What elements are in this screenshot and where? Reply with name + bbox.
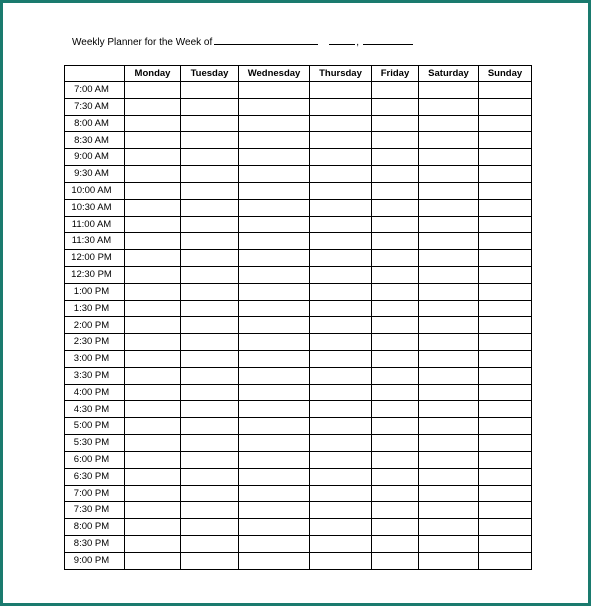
planner-cell-sunday[interactable]	[479, 233, 532, 250]
planner-cell-wednesday[interactable]	[239, 115, 310, 132]
planner-cell-wednesday[interactable]	[239, 266, 310, 283]
planner-cell-friday[interactable]	[372, 82, 419, 99]
time-slot-row	[65, 98, 532, 115]
planner-cell-wednesday[interactable]	[239, 98, 310, 115]
time-slot-row	[65, 132, 532, 149]
time-label: 10:30 AM	[65, 199, 125, 216]
planner-cell-tuesday[interactable]	[181, 451, 239, 468]
planner-cell-sunday[interactable]	[479, 418, 532, 435]
planner-cell-thursday[interactable]	[310, 182, 372, 199]
planner-cell-tuesday[interactable]	[181, 166, 239, 183]
planner-cell-thursday[interactable]	[310, 468, 372, 485]
planner-cell-saturday[interactable]	[419, 435, 479, 452]
time-slot-row	[65, 317, 532, 334]
time-label: 10:00 AM	[65, 182, 125, 199]
planner-title	[72, 34, 413, 48]
planner-cell-monday[interactable]	[125, 300, 181, 317]
planner-cell-sunday[interactable]	[479, 115, 532, 132]
time-slot-row	[65, 115, 532, 132]
planner-cell-monday[interactable]	[125, 266, 181, 283]
time-label: 1:30 PM	[65, 300, 125, 317]
planner-cell-monday[interactable]	[125, 367, 181, 384]
day-header-row	[65, 66, 532, 82]
title-text: Weekly Planner for the Week of	[72, 37, 213, 48]
planner-cell-saturday[interactable]	[419, 418, 479, 435]
day-header-monday: Monday	[125, 66, 181, 82]
day-header-tuesday: Tuesday	[181, 66, 239, 82]
planner-cell-thursday[interactable]	[310, 435, 372, 452]
planner-cell-saturday[interactable]	[419, 300, 479, 317]
time-slot-row	[65, 166, 532, 183]
day-header-thursday: Thursday	[310, 66, 372, 82]
planner-cell-wednesday[interactable]	[239, 367, 310, 384]
time-slot-row	[65, 519, 532, 536]
planner-cell-sunday[interactable]	[479, 401, 532, 418]
planner-cell-thursday[interactable]	[310, 384, 372, 401]
planner-cell-tuesday[interactable]	[181, 300, 239, 317]
time-label: 9:00 AM	[65, 149, 125, 166]
planner-cell-friday[interactable]	[372, 451, 419, 468]
planner-cell-friday[interactable]	[372, 468, 419, 485]
planner-cell-wednesday[interactable]	[239, 250, 310, 267]
planner-cell-friday[interactable]	[372, 300, 419, 317]
planner-cell-thursday[interactable]	[310, 216, 372, 233]
time-slot-row	[65, 300, 532, 317]
planner-cell-monday[interactable]	[125, 199, 181, 216]
planner-cell-friday[interactable]	[372, 182, 419, 199]
year-blank[interactable]	[363, 34, 413, 45]
planner-cell-saturday[interactable]	[419, 182, 479, 199]
planner-cell-saturday[interactable]	[419, 519, 479, 536]
time-label: 12:30 PM	[65, 266, 125, 283]
planner-cell-friday[interactable]	[372, 132, 419, 149]
planner-cell-wednesday[interactable]	[239, 233, 310, 250]
planner-cell-friday[interactable]	[372, 98, 419, 115]
planner-cell-thursday[interactable]	[310, 233, 372, 250]
planner-cell-wednesday[interactable]	[239, 418, 310, 435]
time-slot-row	[65, 367, 532, 384]
planner-cell-saturday[interactable]	[419, 216, 479, 233]
planner-cell-tuesday[interactable]	[181, 384, 239, 401]
planner-cell-sunday[interactable]	[479, 182, 532, 199]
planner-cell-sunday[interactable]	[479, 468, 532, 485]
time-label: 7:00 PM	[65, 485, 125, 502]
planner-cell-saturday[interactable]	[419, 115, 479, 132]
planner-cell-saturday[interactable]	[419, 384, 479, 401]
planner-cell-wednesday[interactable]	[239, 535, 310, 552]
planner-cell-monday[interactable]	[125, 519, 181, 536]
planner-cell-monday[interactable]	[125, 132, 181, 149]
planner-cell-monday[interactable]	[125, 485, 181, 502]
planner-cell-tuesday[interactable]	[181, 468, 239, 485]
planner-cell-sunday[interactable]	[479, 166, 532, 183]
time-slot-row	[65, 451, 532, 468]
planner-cell-thursday[interactable]	[310, 317, 372, 334]
planner-cell-monday[interactable]	[125, 468, 181, 485]
planner-cell-thursday[interactable]	[310, 199, 372, 216]
planner-cell-wednesday[interactable]	[239, 334, 310, 351]
planner-cell-wednesday[interactable]	[239, 199, 310, 216]
planner-cell-monday[interactable]	[125, 166, 181, 183]
planner-cell-thursday[interactable]	[310, 552, 372, 569]
planner-cell-friday[interactable]	[372, 519, 419, 536]
time-label: 3:30 PM	[65, 367, 125, 384]
planner-cell-monday[interactable]	[125, 182, 181, 199]
planner-cell-sunday[interactable]	[479, 149, 532, 166]
planner-cell-wednesday[interactable]	[239, 166, 310, 183]
planner-cell-saturday[interactable]	[419, 535, 479, 552]
time-label: 4:30 PM	[65, 401, 125, 418]
time-label: 4:00 PM	[65, 384, 125, 401]
planner-cell-sunday[interactable]	[479, 485, 532, 502]
planner-cell-saturday[interactable]	[419, 98, 479, 115]
time-slot-row	[65, 266, 532, 283]
day-header-friday: Friday	[372, 66, 419, 82]
planner-cell-sunday[interactable]	[479, 300, 532, 317]
planner-cell-sunday[interactable]	[479, 367, 532, 384]
time-label: 6:00 PM	[65, 451, 125, 468]
planner-cell-monday[interactable]	[125, 502, 181, 519]
planner-cell-wednesday[interactable]	[239, 435, 310, 452]
planner-cell-friday[interactable]	[372, 266, 419, 283]
planner-cell-friday[interactable]	[372, 216, 419, 233]
planner-cell-saturday[interactable]	[419, 367, 479, 384]
planner-cell-sunday[interactable]	[479, 535, 532, 552]
time-label: 9:00 PM	[65, 552, 125, 569]
planner-cell-tuesday[interactable]	[181, 82, 239, 99]
planner-cell-friday[interactable]	[372, 351, 419, 368]
time-slot-row	[65, 149, 532, 166]
planner-cell-monday[interactable]	[125, 283, 181, 300]
planner-cell-sunday[interactable]	[479, 451, 532, 468]
planner-cell-thursday[interactable]	[310, 82, 372, 99]
planner-cell-tuesday[interactable]	[181, 199, 239, 216]
planner-cell-friday[interactable]	[372, 199, 419, 216]
time-slot-row	[65, 216, 532, 233]
time-label: 11:00 AM	[65, 216, 125, 233]
planner-cell-tuesday[interactable]	[181, 98, 239, 115]
planner-cell-thursday[interactable]	[310, 451, 372, 468]
time-label: 5:30 PM	[65, 435, 125, 452]
time-slot-row	[65, 401, 532, 418]
time-label: 7:00 AM	[65, 82, 125, 99]
planner-cell-friday[interactable]	[372, 367, 419, 384]
planner-cell-friday[interactable]	[372, 166, 419, 183]
planner-cell-thursday[interactable]	[310, 418, 372, 435]
planner-cell-friday[interactable]	[372, 418, 419, 435]
planner-cell-friday[interactable]	[372, 250, 419, 267]
day-header-saturday: Saturday	[419, 66, 479, 82]
month-day-blank[interactable]	[329, 34, 355, 45]
planner-cell-monday[interactable]	[125, 334, 181, 351]
planner-cell-tuesday[interactable]	[181, 519, 239, 536]
planner-cell-monday[interactable]	[125, 317, 181, 334]
weekly-planner-table	[64, 65, 532, 570]
planner-cell-friday[interactable]	[372, 485, 419, 502]
planner-cell-saturday[interactable]	[419, 334, 479, 351]
time-slot-row	[65, 199, 532, 216]
time-slot-row	[65, 435, 532, 452]
planner-cell-saturday[interactable]	[419, 199, 479, 216]
time-label: 2:30 PM	[65, 334, 125, 351]
time-label: 5:00 PM	[65, 418, 125, 435]
planner-cell-friday[interactable]	[372, 502, 419, 519]
planner-cell-saturday[interactable]	[419, 82, 479, 99]
planner-cell-tuesday[interactable]	[181, 367, 239, 384]
planner-cell-sunday[interactable]	[479, 502, 532, 519]
planner-cell-saturday[interactable]	[419, 451, 479, 468]
planner-cell-monday[interactable]	[125, 418, 181, 435]
planner-cell-friday[interactable]	[372, 115, 419, 132]
time-label: 12:00 PM	[65, 250, 125, 267]
planner-cell-wednesday[interactable]	[239, 485, 310, 502]
planner-cell-sunday[interactable]	[479, 132, 532, 149]
planner-cell-monday[interactable]	[125, 82, 181, 99]
planner-cell-monday[interactable]	[125, 351, 181, 368]
planner-cell-friday[interactable]	[372, 435, 419, 452]
time-slot-row	[65, 418, 532, 435]
time-label: 8:00 AM	[65, 115, 125, 132]
planner-cell-thursday[interactable]	[310, 334, 372, 351]
title-comma: ,	[356, 37, 360, 48]
planner-cell-wednesday[interactable]	[239, 502, 310, 519]
planner-cell-wednesday[interactable]	[239, 351, 310, 368]
planner-cell-wednesday[interactable]	[239, 384, 310, 401]
planner-cell-monday[interactable]	[125, 451, 181, 468]
planner-cell-sunday[interactable]	[479, 216, 532, 233]
planner-cell-monday[interactable]	[125, 216, 181, 233]
planner-cell-friday[interactable]	[372, 149, 419, 166]
time-slot-row	[65, 283, 532, 300]
time-slot-row	[65, 552, 532, 569]
planner-cell-wednesday[interactable]	[239, 82, 310, 99]
planner-cell-thursday[interactable]	[310, 351, 372, 368]
time-label: 3:00 PM	[65, 351, 125, 368]
planner-cell-sunday[interactable]	[479, 519, 532, 536]
planner-cell-wednesday[interactable]	[239, 300, 310, 317]
planner-cell-thursday[interactable]	[310, 115, 372, 132]
time-label: 2:00 PM	[65, 317, 125, 334]
time-slot-row	[65, 351, 532, 368]
planner-cell-tuesday[interactable]	[181, 502, 239, 519]
planner-cell-wednesday[interactable]	[239, 283, 310, 300]
planner-cell-thursday[interactable]	[310, 266, 372, 283]
planner-cell-monday[interactable]	[125, 401, 181, 418]
time-slot-row	[65, 485, 532, 502]
time-label: 7:30 AM	[65, 98, 125, 115]
planner-cell-tuesday[interactable]	[181, 283, 239, 300]
planner-cell-monday[interactable]	[125, 384, 181, 401]
time-label: 8:30 PM	[65, 535, 125, 552]
planner-cell-tuesday[interactable]	[181, 435, 239, 452]
time-slot-row	[65, 468, 532, 485]
planner-cell-tuesday[interactable]	[181, 216, 239, 233]
planner-cell-wednesday[interactable]	[239, 552, 310, 569]
planner-cell-monday[interactable]	[125, 535, 181, 552]
planner-cell-monday[interactable]	[125, 115, 181, 132]
planner-cell-sunday[interactable]	[479, 266, 532, 283]
planner-cell-sunday[interactable]	[479, 317, 532, 334]
planner-cell-saturday[interactable]	[419, 401, 479, 418]
planner-cell-sunday[interactable]	[479, 435, 532, 452]
time-label: 6:30 PM	[65, 468, 125, 485]
time-label: 1:00 PM	[65, 283, 125, 300]
planner-cell-tuesday[interactable]	[181, 485, 239, 502]
time-slot-row	[65, 82, 532, 99]
time-label: 11:30 AM	[65, 233, 125, 250]
planner-cell-friday[interactable]	[372, 401, 419, 418]
planner-cell-tuesday[interactable]	[181, 401, 239, 418]
planner-cell-saturday[interactable]	[419, 283, 479, 300]
planner-cell-wednesday[interactable]	[239, 216, 310, 233]
day-header-sunday: Sunday	[479, 66, 532, 82]
planner-cell-saturday[interactable]	[419, 485, 479, 502]
planner-cell-tuesday[interactable]	[181, 552, 239, 569]
planner-cell-sunday[interactable]	[479, 334, 532, 351]
time-slot-row	[65, 233, 532, 250]
planner-cell-monday[interactable]	[125, 552, 181, 569]
planner-cell-wednesday[interactable]	[239, 519, 310, 536]
time-slot-row	[65, 535, 532, 552]
time-slot-row	[65, 182, 532, 199]
planner-cell-thursday[interactable]	[310, 149, 372, 166]
planner-cell-thursday[interactable]	[310, 283, 372, 300]
planner-cell-thursday[interactable]	[310, 519, 372, 536]
planner-cell-saturday[interactable]	[419, 552, 479, 569]
planner-cell-wednesday[interactable]	[239, 182, 310, 199]
time-label: 8:30 AM	[65, 132, 125, 149]
corner-cell	[65, 66, 125, 82]
planner-cell-sunday[interactable]	[479, 283, 532, 300]
planner-cell-sunday[interactable]	[479, 351, 532, 368]
planner-cell-saturday[interactable]	[419, 250, 479, 267]
planner-cell-thursday[interactable]	[310, 166, 372, 183]
planner-cell-sunday[interactable]	[479, 250, 532, 267]
planner-cell-friday[interactable]	[372, 384, 419, 401]
planner-cell-tuesday[interactable]	[181, 233, 239, 250]
planner-cell-wednesday[interactable]	[239, 451, 310, 468]
planner-cell-thursday[interactable]	[310, 485, 372, 502]
planner-cell-tuesday[interactable]	[181, 334, 239, 351]
planner-cell-tuesday[interactable]	[181, 149, 239, 166]
planner-cell-saturday[interactable]	[419, 502, 479, 519]
planner-cell-monday[interactable]	[125, 98, 181, 115]
planner-cell-saturday[interactable]	[419, 132, 479, 149]
planner-cell-tuesday[interactable]	[181, 418, 239, 435]
planner-cell-monday[interactable]	[125, 435, 181, 452]
planner-cell-thursday[interactable]	[310, 535, 372, 552]
time-slot-row	[65, 384, 532, 401]
planner-cell-tuesday[interactable]	[181, 535, 239, 552]
time-slot-rows	[65, 82, 532, 570]
planner-cell-wednesday[interactable]	[239, 401, 310, 418]
planner-cell-wednesday[interactable]	[239, 132, 310, 149]
planner-cell-saturday[interactable]	[419, 166, 479, 183]
time-label: 8:00 PM	[65, 519, 125, 536]
planner-cell-tuesday[interactable]	[181, 250, 239, 267]
planner-cell-tuesday[interactable]	[181, 351, 239, 368]
planner-cell-saturday[interactable]	[419, 233, 479, 250]
day-header-wednesday: Wednesday	[239, 66, 310, 82]
planner-cell-sunday[interactable]	[479, 199, 532, 216]
planner-cell-thursday[interactable]	[310, 502, 372, 519]
planner-cell-thursday[interactable]	[310, 401, 372, 418]
planner-cell-thursday[interactable]	[310, 98, 372, 115]
time-slot-row	[65, 334, 532, 351]
planner-cell-thursday[interactable]	[310, 367, 372, 384]
planner-cell-wednesday[interactable]	[239, 149, 310, 166]
planner-cell-saturday[interactable]	[419, 468, 479, 485]
planner-cell-friday[interactable]	[372, 233, 419, 250]
planner-cell-tuesday[interactable]	[181, 266, 239, 283]
planner-cell-tuesday[interactable]	[181, 182, 239, 199]
time-slot-row	[65, 250, 532, 267]
time-slot-row	[65, 502, 532, 519]
planner-cell-sunday[interactable]	[479, 552, 532, 569]
planner-cell-tuesday[interactable]	[181, 115, 239, 132]
planner-cell-tuesday[interactable]	[181, 317, 239, 334]
planner-cell-thursday[interactable]	[310, 250, 372, 267]
planner-cell-saturday[interactable]	[419, 317, 479, 334]
planner-cell-monday[interactable]	[125, 149, 181, 166]
planner-cell-friday[interactable]	[372, 317, 419, 334]
planner-cell-wednesday[interactable]	[239, 317, 310, 334]
time-label: 9:30 AM	[65, 166, 125, 183]
week-date-blank[interactable]	[214, 34, 318, 45]
planner-cell-tuesday[interactable]	[181, 132, 239, 149]
planner-cell-friday[interactable]	[372, 334, 419, 351]
planner-cell-sunday[interactable]	[479, 98, 532, 115]
planner-cell-sunday[interactable]	[479, 82, 532, 99]
planner-cell-wednesday[interactable]	[239, 468, 310, 485]
planner-cell-saturday[interactable]	[419, 266, 479, 283]
planner-cell-sunday[interactable]	[479, 384, 532, 401]
planner-cell-thursday[interactable]	[310, 132, 372, 149]
planner-cell-friday[interactable]	[372, 535, 419, 552]
planner-cell-saturday[interactable]	[419, 351, 479, 368]
planner-cell-friday[interactable]	[372, 552, 419, 569]
planner-cell-friday[interactable]	[372, 283, 419, 300]
time-label: 7:30 PM	[65, 502, 125, 519]
planner-cell-thursday[interactable]	[310, 300, 372, 317]
planner-cell-monday[interactable]	[125, 250, 181, 267]
planner-cell-monday[interactable]	[125, 233, 181, 250]
planner-cell-saturday[interactable]	[419, 149, 479, 166]
